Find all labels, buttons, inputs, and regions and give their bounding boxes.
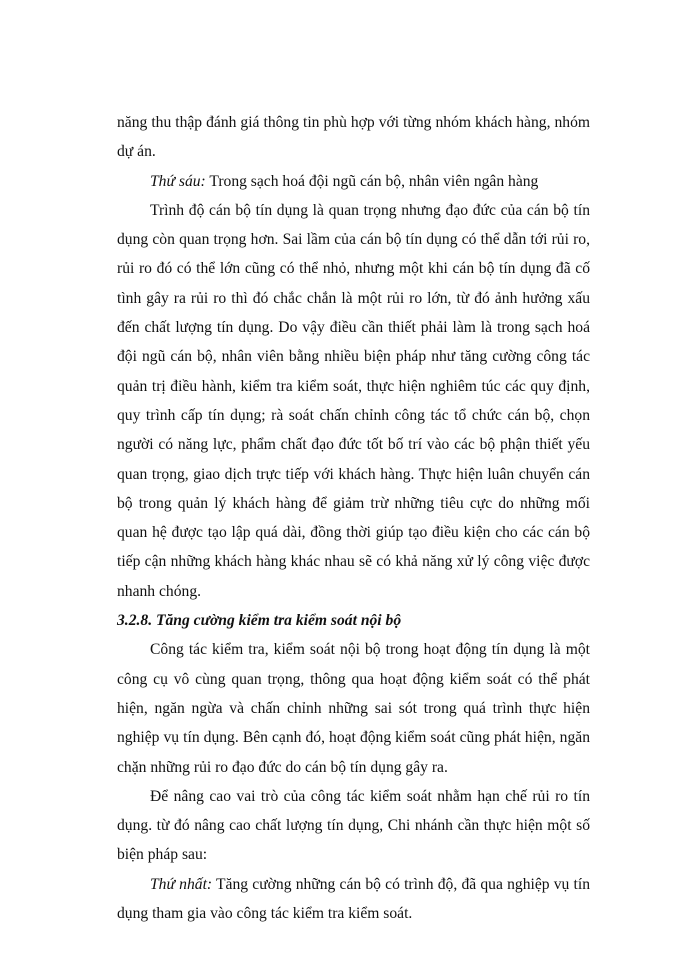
point-six-text: Trong sạch hoá đội ngũ cán bộ, nhân viên ngân hàng bbox=[205, 172, 539, 190]
paragraph-continuation: năng thu thập đánh giá thông tin phù hợp với từng nhóm khách hàng, nhóm dự án. bbox=[117, 114, 590, 161]
paragraph-measures-intro: Để nâng cao vai trò của công tác kiểm soát nhằm hạn chế rủi ro tín dụng. từ đó nâng cao chất lượng tín dụng, Chi nhánh cần thực hiện một số biện pháp sau: bbox=[117, 787, 590, 864]
paragraph-internal-control: Công tác kiểm tra, kiểm soát nội bộ trong hoạt động tín dụng là một công cụ vô cùng quan trọng, thông qua hoạt động kiểm soát có thể phát hiện, ngăn ngừa và chấn chỉnh những sai sót trong quá trình thực hiện nghiệp vụ tín dụng. Bên cạnh đó, hoạt động kiểm soát cũng phát hiện, ngăn chặn những rủi ro đạo đức do cán bộ tín dụng gây ra. bbox=[117, 641, 590, 776]
point-one-text: Tăng cường những cán bộ có trình độ, đã qua nghiệp vụ tín dụng tham gia vào công tác kiểm tra kiểm soát. bbox=[117, 875, 590, 923]
point-one-label: Thứ nhất: bbox=[150, 875, 213, 893]
paragraph-point-one bbox=[117, 870, 590, 929]
point-six-label: Thứ sáu: bbox=[150, 172, 206, 190]
paragraph-staff-ethics: Trình độ cán bộ tín dụng là quan trọng nhưng đạo đức của cán bộ tín dụng còn quan trọng hơn. Sai lầm của cán bộ tín dụng có thể dẫn tới rủi ro, rủi ro đó có thể lớn cũng có thể nhỏ, nhưng một khi cán bộ tín dụng đã cố tình gây ra rủi ro thì đó chắc chắn là một rủi ro lớn, từ đó ảnh hưởng xấu đến chất lượng tín dụng. Do vậy điều cần thiết phải làm là trong sạch hoá đội ngũ cán bộ, nhân viên bằng nhiều biện pháp như tăng cường công tác quản trị điều hành, kiểm tra kiểm soát, thực hiện nghiêm túc các quy định, quy trình cấp tín dụng; rà soát chấn chỉnh công tác tổ chức cán bộ, chọn người có năng lực, phẩm chất đạo đức tốt bố trí vào các bộ phận thiết yếu quan trọng, giao dịch trực tiếp với khách hàng. Thực hiện luân chuyển cán bộ trong quản lý khách hàng để giảm trừ những tiêu cực do những mối quan hệ được tạo lập quá dài, đồng thời giúp tạo điều kiện cho các cán bộ tiếp cận những khách hàng khác nhau sẽ có khả năng xử lý công việc được nhanh chóng. bbox=[117, 201, 590, 600]
section-heading: 3.2.8. Tăng cường kiểm tra kiểm soát nội bộ bbox=[117, 612, 402, 630]
paragraph-point-six bbox=[117, 167, 590, 196]
document-body bbox=[117, 108, 590, 928]
